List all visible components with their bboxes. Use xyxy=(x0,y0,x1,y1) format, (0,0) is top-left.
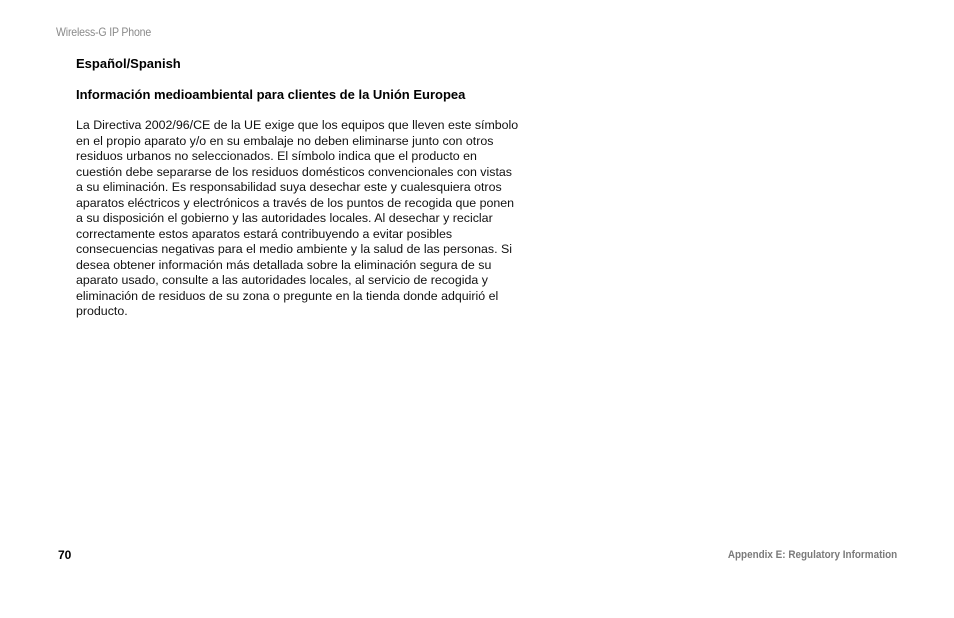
paragraph-line: desea obtener información más detallada sobre la eliminación segura de su xyxy=(76,257,492,272)
section-title: Información medioambiental para clientes de la Unión Europea xyxy=(76,87,466,102)
language-title: Español/Spanish xyxy=(76,56,181,71)
paragraph-line: correctamente estos aparatos estará contribuyendo a evitar posibles xyxy=(76,226,453,241)
paragraph-line: consecuencias negativas para el medio ambiente y la salud de las personas. Si xyxy=(76,242,512,256)
paragraph-line: producto. xyxy=(76,304,128,318)
paragraph-line: aparatos eléctricos y electrónicos a través de los puntos de recogida que ponen xyxy=(76,195,515,210)
running-header: Wireless-G IP Phone xyxy=(56,25,152,39)
paragraph-line: La Directiva 2002/96/CE de la UE exige que los equipos que lleven este símbolo xyxy=(76,118,519,132)
paragraph-line: en el propio aparato y/o en su embalaje no deben eliminarse junto con otros xyxy=(76,133,494,148)
page-number: 70 xyxy=(58,548,72,562)
paragraph-line: residuos urbanos no seleccionados. El símbolo indica que el producto en xyxy=(76,149,477,163)
body-paragraph xyxy=(76,118,518,320)
paragraph-line: a su disposición el gobierno y las autoridades locales. Al desechar y reciclar xyxy=(76,211,493,225)
paragraph-line: a su eliminación. Es responsabilidad suya desechar este y cualesquiera otros xyxy=(76,180,502,194)
paragraph-line: eliminación de residuos de su zona o pregunte en la tienda donde adquirió el xyxy=(76,288,499,303)
paragraph-line: aparato usado, consulte a las autoridades locales, al servicio de recogida y xyxy=(76,273,488,287)
running-footer: Appendix E: Regulatory Information xyxy=(727,549,897,561)
paragraph-line: cuestión debe separarse de los residuos domésticos convencionales con vistas xyxy=(76,164,512,179)
